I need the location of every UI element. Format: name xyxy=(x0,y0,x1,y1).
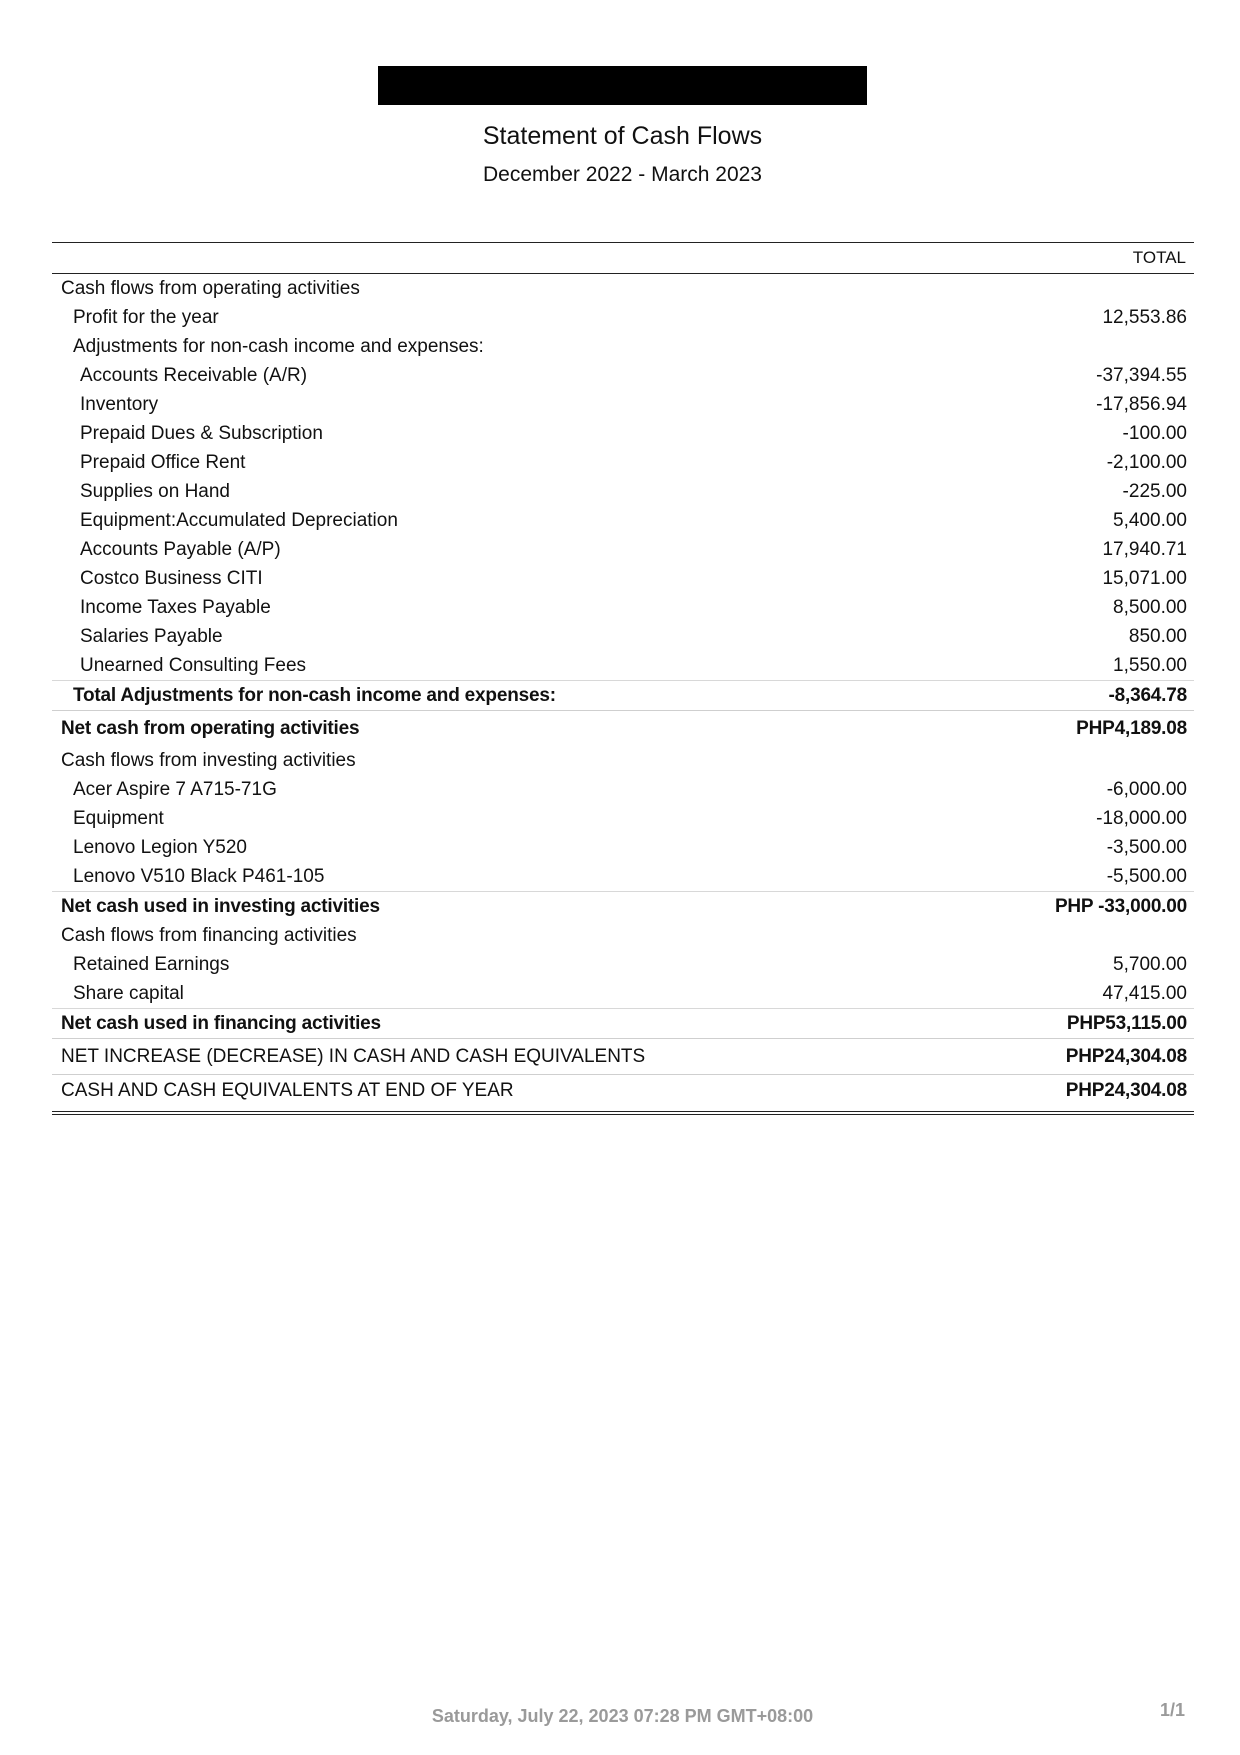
row-label: Share capital xyxy=(73,983,184,1004)
total-column-header: TOTAL xyxy=(1132,248,1186,267)
end-of-year-row xyxy=(52,1074,1194,1115)
row-label: Total Adjustments for non-cash income and expenses: xyxy=(73,685,556,706)
row-value: PHP4,189.08 xyxy=(1076,718,1187,739)
table-row xyxy=(52,535,1194,564)
row-label: NET INCREASE (DECREASE) IN CASH AND CASH EQUIVALENTS xyxy=(61,1046,646,1067)
row-value: 5,700.00 xyxy=(1113,954,1187,975)
row-label: Accounts Payable (A/P) xyxy=(80,539,281,560)
table-row xyxy=(52,804,1194,833)
row-value: -225.00 xyxy=(1122,481,1187,502)
table-row xyxy=(52,593,1194,622)
table-row xyxy=(52,448,1194,477)
report-timestamp: Saturday, July 22, 2023 07:28 PM GMT+08:00 xyxy=(431,1706,814,1726)
adjustments-heading-row xyxy=(52,332,1194,361)
table-row xyxy=(52,390,1194,419)
row-label: Lenovo Legion Y520 xyxy=(73,837,247,858)
row-label: Lenovo V510 Black P461-105 xyxy=(73,866,325,887)
row-label: Net cash used in investing activities xyxy=(61,896,380,917)
row-label: Income Taxes Payable xyxy=(80,597,271,618)
row-label: Retained Earnings xyxy=(73,954,230,975)
row-label: Supplies on Hand xyxy=(80,481,230,502)
row-value: -100.00 xyxy=(1122,423,1187,444)
table-row xyxy=(52,979,1194,1008)
row-label: Equipment xyxy=(73,808,164,829)
row-label: CASH AND CASH EQUIVALENTS AT END OF YEAR xyxy=(61,1080,514,1101)
net-increase-row xyxy=(52,1038,1194,1074)
investing-heading: Cash flows from investing activities xyxy=(61,750,356,771)
table-row xyxy=(52,419,1194,448)
row-value: -2,100.00 xyxy=(1106,452,1187,473)
row-label: Prepaid Dues & Subscription xyxy=(80,423,323,444)
row-value: -6,000.00 xyxy=(1106,779,1187,800)
table-row xyxy=(52,622,1194,651)
profit-row xyxy=(52,303,1194,332)
row-label: Accounts Receivable (A/R) xyxy=(80,365,308,386)
row-value: 17,940.71 xyxy=(1102,539,1187,560)
row-label: Unearned Consulting Fees xyxy=(80,655,307,676)
row-value: 12,553.86 xyxy=(1102,307,1187,328)
financing-heading-row xyxy=(52,921,1194,950)
redacted-company-name xyxy=(378,66,867,105)
table-header xyxy=(52,242,1194,274)
cash-flow-table xyxy=(52,242,1194,1115)
table-row xyxy=(52,950,1194,979)
table-row xyxy=(52,862,1194,891)
row-label: Profit for the year xyxy=(73,307,219,328)
financing-heading: Cash flows from financing activities xyxy=(61,925,357,946)
row-value: PHP53,115.00 xyxy=(1066,1013,1187,1034)
row-value: 1,550.00 xyxy=(1113,655,1187,676)
table-row xyxy=(52,477,1194,506)
table-row xyxy=(52,564,1194,593)
table-row xyxy=(52,833,1194,862)
row-value: -5,500.00 xyxy=(1106,866,1187,887)
row-value: -17,856.94 xyxy=(1096,394,1187,415)
row-value: -18,000.00 xyxy=(1096,808,1187,829)
net-financing-row xyxy=(52,1008,1194,1038)
table-row xyxy=(52,651,1194,680)
operating-heading-row xyxy=(52,274,1194,303)
row-label: Net cash from operating activities xyxy=(61,718,360,739)
row-label: Equipment:Accumulated Depreciation xyxy=(80,510,398,531)
row-label: Costco Business CITI xyxy=(80,568,263,589)
row-value: -37,394.55 xyxy=(1096,365,1187,386)
table-row xyxy=(52,361,1194,390)
row-label: Inventory xyxy=(80,394,159,415)
row-value: 8,500.00 xyxy=(1113,597,1187,618)
row-value: 850.00 xyxy=(1128,626,1187,647)
report-period: December 2022 - March 2023 xyxy=(483,163,762,186)
table-row xyxy=(52,506,1194,535)
table-row xyxy=(52,775,1194,804)
row-label: Net cash used in financing activities xyxy=(61,1013,381,1034)
row-label: Salaries Payable xyxy=(80,626,223,647)
row-value: -3,500.00 xyxy=(1106,837,1187,858)
row-label: Acer Aspire 7 A715-71G xyxy=(73,779,277,800)
operating-heading: Cash flows from operating activities xyxy=(61,278,360,299)
row-value: 47,415.00 xyxy=(1102,983,1187,1004)
row-value: -8,364.78 xyxy=(1108,685,1187,706)
row-value: 15,071.00 xyxy=(1102,568,1187,589)
page-number: 1/1 xyxy=(1160,1700,1186,1720)
report-title: Statement of Cash Flows xyxy=(482,122,763,150)
investing-heading-row xyxy=(52,746,1194,775)
row-value: PHP -33,000.00 xyxy=(1054,896,1187,917)
net-operating-row xyxy=(52,710,1194,746)
row-label: Prepaid Office Rent xyxy=(80,452,246,473)
row-value: PHP24,304.08 xyxy=(1065,1080,1187,1101)
row-value: PHP24,304.08 xyxy=(1065,1046,1187,1067)
total-adjustments-row xyxy=(52,680,1194,710)
row-value: 5,400.00 xyxy=(1113,510,1187,531)
net-investing-row xyxy=(52,891,1194,921)
adjustments-heading: Adjustments for non-cash income and expenses: xyxy=(73,336,484,357)
